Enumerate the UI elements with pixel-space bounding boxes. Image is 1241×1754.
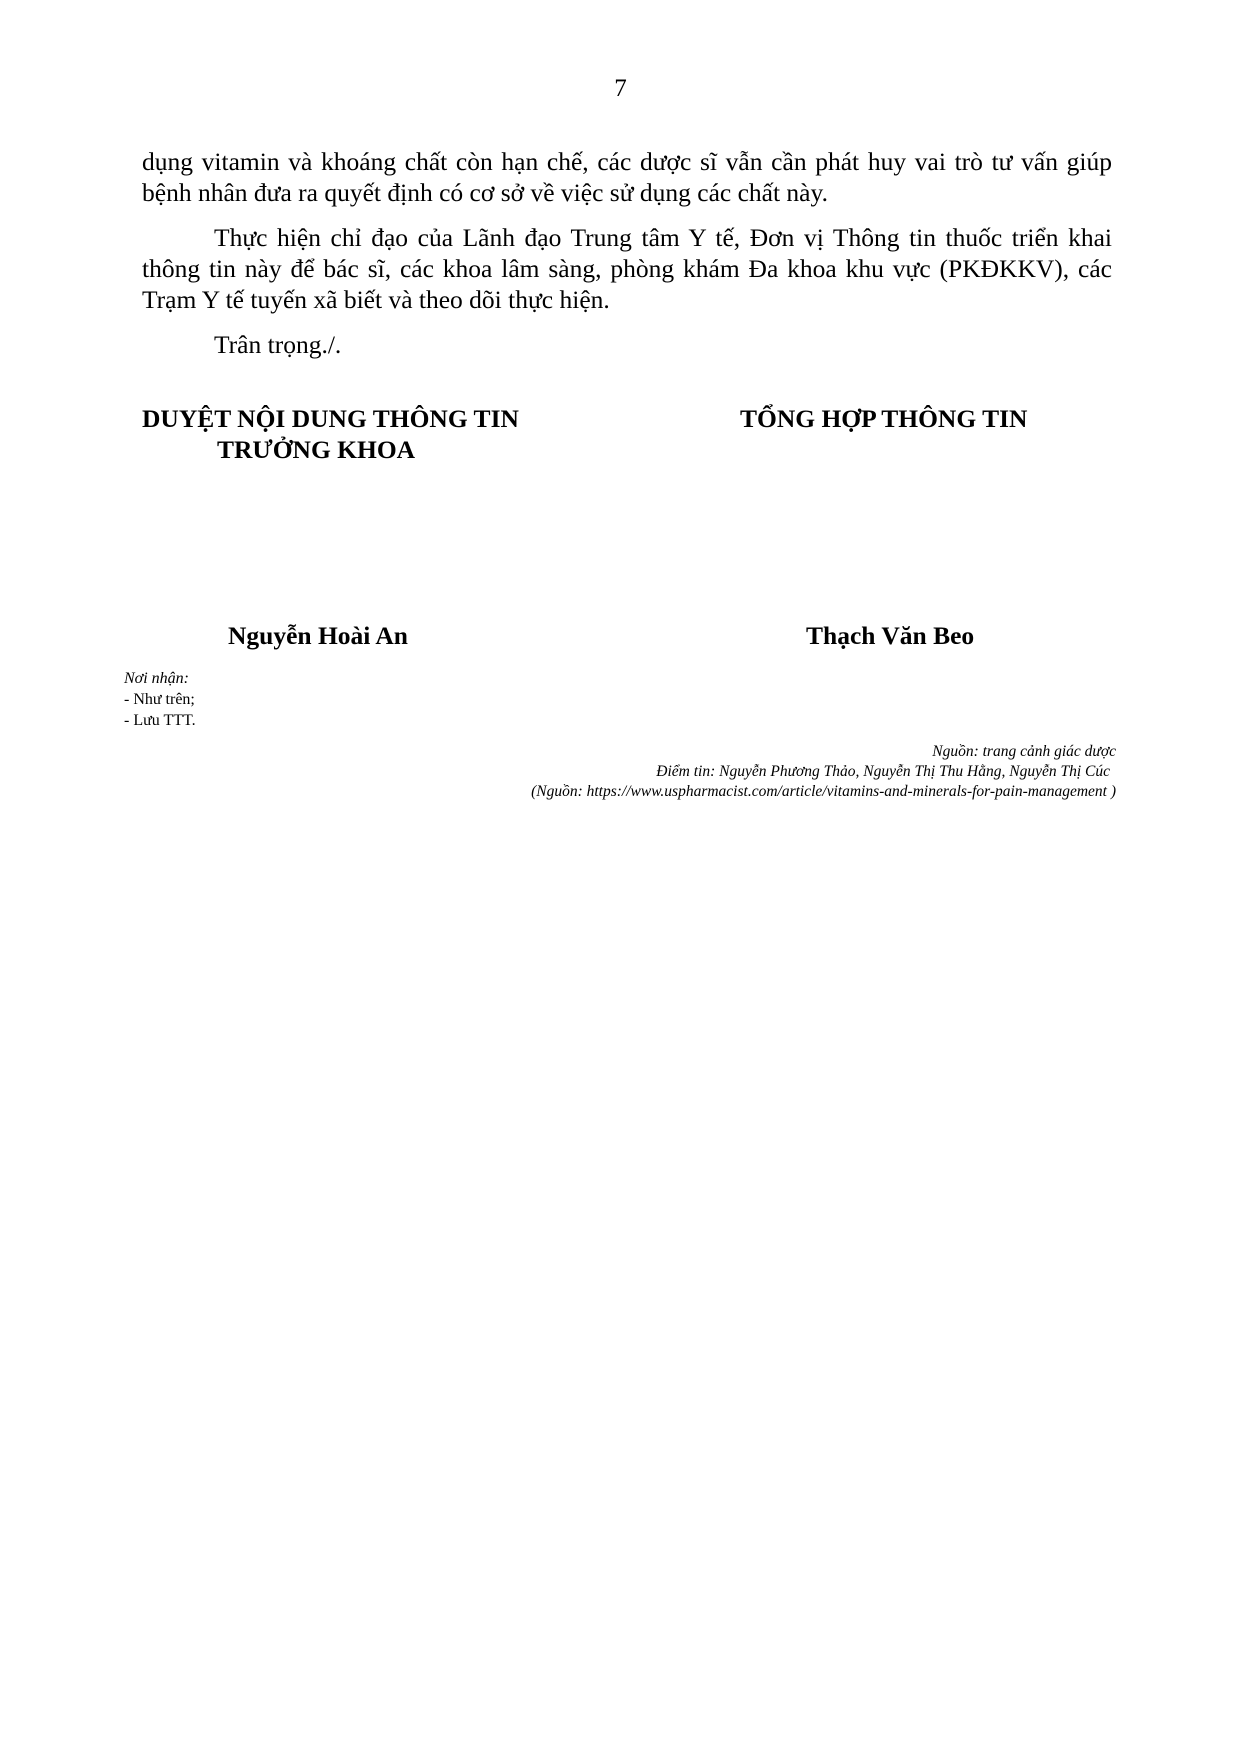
recipients-label: Nơi nhận: [124,670,189,687]
approval-signature-title [142,403,602,465]
paragraph-implementation: Thực hiện chỉ đạo của Lãnh đạo Trung tâm Y tế, Đơn vị Thông tin thuốc triển khai thông tin này để bác sĩ, các khoa lâm sàng, phòng khám Đa khoa khu vực (PKĐKKV), các Trạm Y tế tuyến xã biết và theo dõi thực hiện. [142,223,1112,314]
paragraph-continuation: dụng vitamin và khoáng chất còn hạn chế, các dược sĩ vẫn cần phát huy vai trò tư vấn giúp bệnh nhân đưa ra quyết định có cơ sở về việc sử dụng các chất này. [142,147,1112,207]
source-credits: Điểm tin: Nguyễn Phương Thảo, Nguyễn Thị Thu Hằng, Nguyễn Thị Cúc [656,763,1110,780]
compiler-name: Thạch Văn Beo [806,621,975,650]
approver-name: Nguyễn Hoài An [228,621,408,650]
sources-block [416,742,1116,802]
approval-title-line2: TRƯỞNG KHOA [217,435,416,464]
source-line: Nguồn: trang cảnh giác dược [932,743,1116,760]
recipients-block [124,668,196,731]
page-number: 7 [614,75,627,102]
compiler-signature-title [740,403,1120,434]
recipient-item: - Như trên; [124,691,195,708]
recipient-item: - Lưu TTT. [124,712,196,729]
compiler-title: TỔNG HỢP THÔNG TIN [740,404,1028,433]
paragraph-closing: Trân trọng./. [214,330,342,359]
document-body [142,146,1112,374]
approval-title-line1: DUYỆT NỘI DUNG THÔNG TIN [142,404,519,433]
source-url: (Nguồn: https://www.uspharmacist.com/article/vitamins-and-minerals-for-pain-management ) [531,783,1116,800]
